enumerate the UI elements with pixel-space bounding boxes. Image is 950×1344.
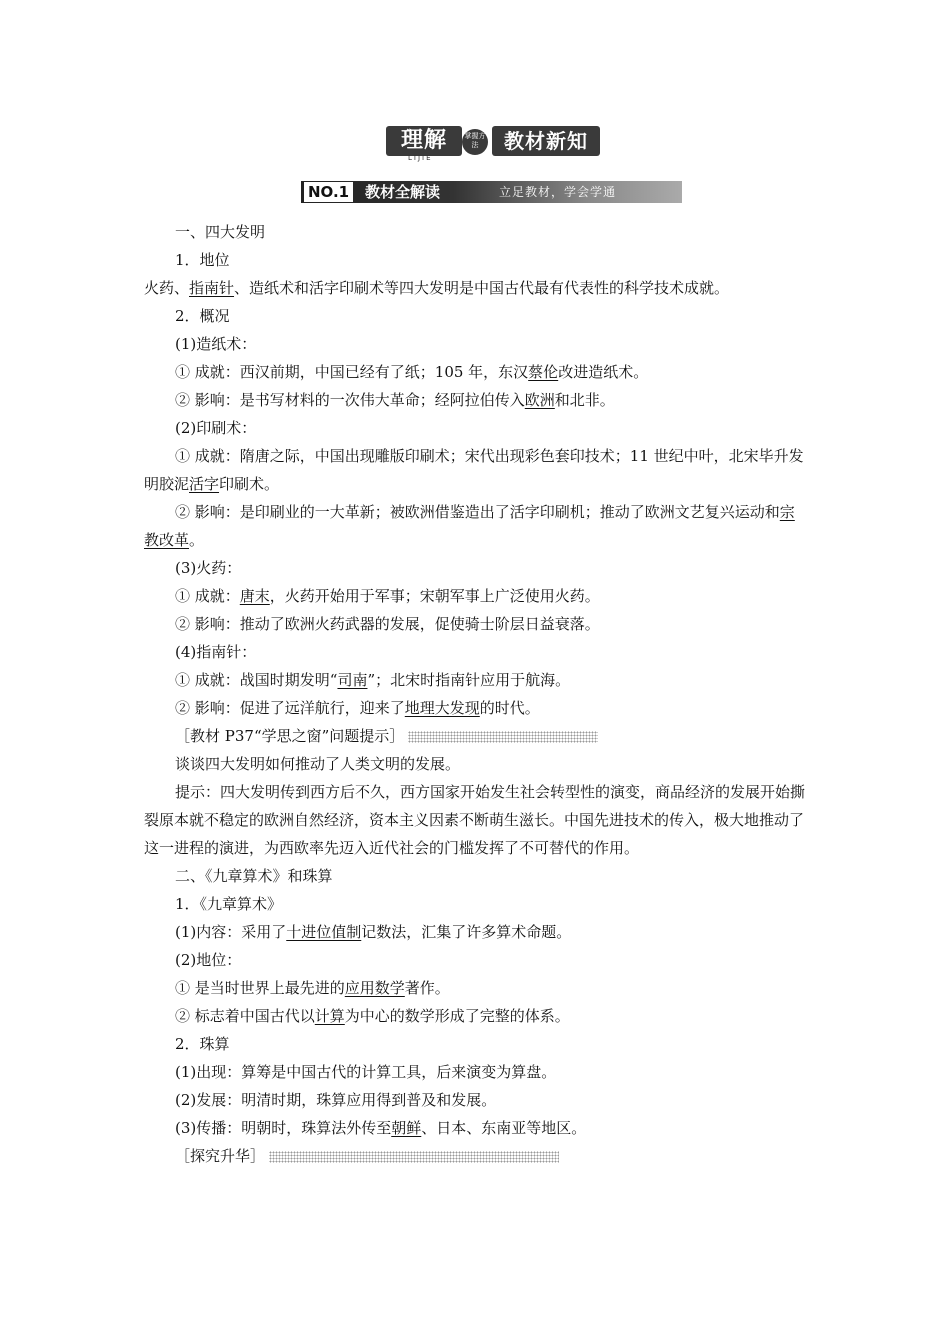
item-gunpowder-title: (3)火药： bbox=[175, 559, 242, 577]
item-paper-influence: ② 影响：是书写材料的一次伟大革命；经阿拉伯传入欧洲和北非。 bbox=[175, 391, 615, 409]
heading-mathematics: 二、《九章算术》和珠算 bbox=[175, 867, 333, 885]
section-title: 教材全解读 bbox=[365, 183, 441, 201]
item-nine-chapters-content: (1)内容：采用了十进位值制记数法，汇集了许多算术命题。 bbox=[175, 923, 572, 941]
subheading-status: 1．地位 bbox=[175, 251, 230, 269]
item-compass-achievement: ① 成就：战国时期发明“司南”；北宋时指南针应用于航海。 bbox=[175, 671, 571, 689]
subheading-abacus: 2．珠算 bbox=[175, 1035, 230, 1053]
heading-four-inventions: 一、四大发明 bbox=[175, 223, 266, 241]
item-abacus-development: (2)发展：明清时期，珠算应用得到普及和发展。 bbox=[175, 1091, 497, 1109]
paragraph-status: 火药、指南针、造纸术和活字印刷术等四大发明是中国古代最有代表性的科学技术成就。 bbox=[144, 279, 730, 297]
item-compass-influence: ② 影响：促进了远洋航行，迎来了地理大发现的时代。 bbox=[175, 699, 540, 717]
item-paper-title: (1)造纸术： bbox=[175, 335, 257, 353]
item-gunpowder-achievement: ① 成就：唐末，火药开始用于军事；宋朝军事上广泛使用火药。 bbox=[175, 587, 600, 605]
dotted-rule bbox=[408, 731, 598, 743]
item-nine-chapters-status-2: ② 标志着中国古代以计算为中心的数学形成了完整的体系。 bbox=[175, 1007, 570, 1025]
subheading-nine-chapters: 1．《九章算术》 bbox=[175, 895, 283, 913]
item-compass-title: (4)指南针： bbox=[175, 643, 257, 661]
explore-header: ［探究升华］ bbox=[144, 1142, 808, 1170]
banner-title-right: 教材新知 bbox=[492, 126, 600, 156]
banner-title-left: 理解 bbox=[386, 126, 462, 156]
section-number: NO.1 bbox=[304, 182, 353, 202]
dotted-rule bbox=[269, 1151, 559, 1163]
item-print-influence: ② 影响：是印刷业的一大革新；被欧洲借鉴造出了活字印刷机；推动了欧洲文艺复兴运动和宗教改革。 bbox=[144, 503, 795, 549]
document-body bbox=[144, 218, 808, 1170]
item-print-achievement: ① 成就：隋唐之际，中国出现雕版印刷术；宋代出现彩色套印技术；11 世纪中叶，北宋毕升发明胶泥活字印刷术。 bbox=[144, 447, 804, 493]
sub-banner bbox=[301, 181, 682, 203]
item-print-title: (2)印刷术： bbox=[175, 419, 257, 437]
item-gunpowder-influence: ② 影响：推动了欧洲火药武器的发展，促使骑士阶层日益衰落。 bbox=[175, 615, 600, 633]
banner-pinyin: LIJIE bbox=[408, 154, 433, 162]
subheading-overview: 2．概况 bbox=[175, 307, 230, 325]
tip-header: ［教材 P37“学思之窗”问题提示］ bbox=[144, 722, 808, 750]
item-paper-achievement: ① 成就：西汉前期，中国已经有了纸；105 年，东汉蔡伦改进造纸术。 bbox=[175, 363, 649, 381]
section-banner bbox=[386, 126, 600, 160]
banner-badge: 掌握方法 bbox=[462, 129, 488, 155]
tip-answer: 提示：四大发明传到西方后不久，西方国家开始发生社会转型性的演变，商品经济的发展开始撕裂原本就不稳定的欧洲自然经济，资本主义因素不断萌生滋长。中国先进技术的传入，极大地推动了这一进程的演进，为西欧率先迈入近代社会的门槛发挥了不可替代的作用。 bbox=[144, 783, 806, 857]
section-slogan: 立足教材，学会学通 bbox=[499, 185, 617, 199]
item-abacus-spread: (3)传播：明朝时，珠算法外传至朝鲜、日本、东南亚等地区。 bbox=[175, 1119, 587, 1137]
item-nine-chapters-status-1: ① 是当时世界上最先进的应用数学著作。 bbox=[175, 979, 450, 997]
item-abacus-origin: (1)出现：算筹是中国古代的计算工具，后来演变为算盘。 bbox=[175, 1063, 557, 1081]
tip-question: 谈谈四大发明如何推动了人类文明的发展。 bbox=[175, 755, 461, 773]
item-nine-chapters-status: (2)地位： bbox=[175, 951, 242, 969]
